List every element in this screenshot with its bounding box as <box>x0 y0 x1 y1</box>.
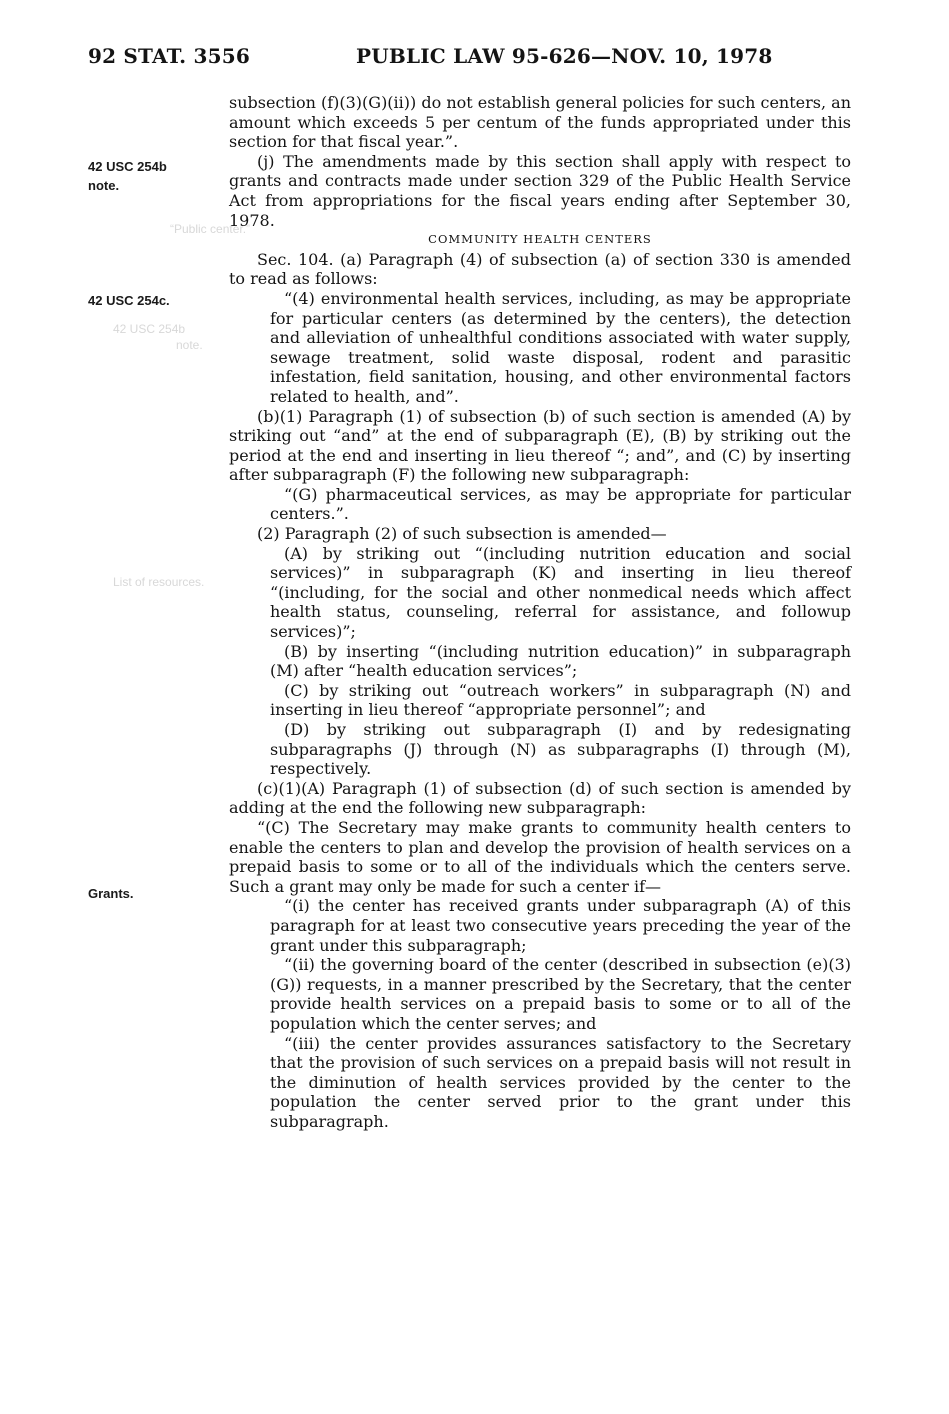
margin-note-usc-254b-note: note. <box>88 178 120 193</box>
quoted-clause-i: “(i) the center has received grants under subparagraph (A) of this paragraph for at least two consecutive years preceding the year of the grant under this subparagraph; <box>270 896 851 955</box>
clause-b2-b: (B) by inserting “(including nutrition education)” in subparagraph (M) after “health education services”; <box>270 641 851 681</box>
quoted-subparagraph-g: “(G) pharmaceutical services, as may be appropriate for particular centers.”. <box>270 484 851 524</box>
subsection-b-2: (2) Paragraph (2) of such subsection is amended— <box>257 524 667 544</box>
quoted-clause-ii: “(ii) the governing board of the center (described in subsection (e)(3)(G)) requests, in a manner prescribed by the Secretary, that the center provide health services on a prepaid basis to some or to all of the population which the center serves; and <box>270 955 851 1033</box>
margin-note-grants: Grants. <box>88 886 134 901</box>
paragraph-j: (j) The amendments made by this section shall apply with respect to grants and contracts made under section 329 of the Public Health Service Act from appropriations for the fiscal years ending after September 30, 1978. <box>229 151 851 230</box>
subsection-b-1: (b)(1) Paragraph (1) of subsection (b) of such section is amended (A) by striking out “and” at the end of subparagraph (E), (B) by striking out the period at the end and inserting in lieu thereof “; and”, and (C) by inserting after subparagraph (F) the following new subparagraph: <box>229 406 851 485</box>
paragraph-continuation: subsection (f)(3)(G)(ii)) do not establish general policies for such centers, an amount which exceeds 5 per centum of the funds appropriated under this section for that fiscal year.”. <box>229 93 851 152</box>
statute-body <box>229 93 851 1131</box>
bleed-through-note: note. <box>176 338 203 352</box>
statute-page-reference: 92 STAT. 3556 <box>88 44 250 68</box>
public-law-title: PUBLIC LAW 95-626—NOV. 10, 1978 <box>356 44 773 68</box>
clause-b2-c: (C) by striking out “outreach workers” in subparagraph (N) and inserting in lieu thereof “appropriate personnel”; and <box>270 680 851 720</box>
page-header <box>0 44 949 78</box>
section-104-a: Sec. 104. (a) Paragraph (4) of subsection (a) of section 330 is amended to read as follows: <box>229 249 851 289</box>
quoted-clause-iii: “(iii) the center provides assurances satisfactory to the Secretary that the provision of such services on a prepaid basis will not result in the diminution of health services provided by the center to the population the center served prior to the grant under this subparagraph. <box>270 1033 851 1131</box>
bleed-through-list-of-resources: List of resources. <box>113 575 205 589</box>
clause-b2-a: (A) by striking out “(including nutrition education and social services)” in subparagraph (K) and inserting in lieu thereof “(including, for the social and other nonmedical needs which affect health status, counseling, referral for assistance, and followup services)”; <box>270 543 851 642</box>
quoted-paragraph-4: “(4) environmental health services, including, as may be appropriate for particular centers (as determined by the centers), the detection and alleviation of unhealthful conditions associated with water supply, sewage treatment, solid waste disposal, rodent and parasitic infestation, field sanitation, housing, and other environmental factors related to health, and”. <box>270 288 851 406</box>
margin-note-usc-254b-text: 42 USC 254b <box>88 159 167 174</box>
subsection-c-1-a: (c)(1)(A) Paragraph (1) of subsection (d) of such section is amended by adding at the end the following new subparagraph: <box>229 778 851 818</box>
section-heading: COMMUNITY HEALTH CENTERS <box>428 232 652 247</box>
margin-note-usc-254c: 42 USC 254c. <box>88 293 170 308</box>
clause-b2-d: (D) by striking out subparagraph (I) and by redesignating subparagraphs (J) through (N) as subparagraphs (I) through (M), respectively. <box>270 720 851 779</box>
bleed-through-usc: 42 USC 254b <box>113 322 186 336</box>
margin-note-usc-254b <box>88 157 167 195</box>
quoted-subparagraph-c: “(C) The Secretary may make grants to community health centers to enable the centers to plan and develop the provision of health services on a prepaid basis to some or to all of the individuals which the centers serve. Such a grant may only be made for such a center if— <box>229 817 851 896</box>
bleed-through-public-center: “Public center.” <box>170 222 251 236</box>
